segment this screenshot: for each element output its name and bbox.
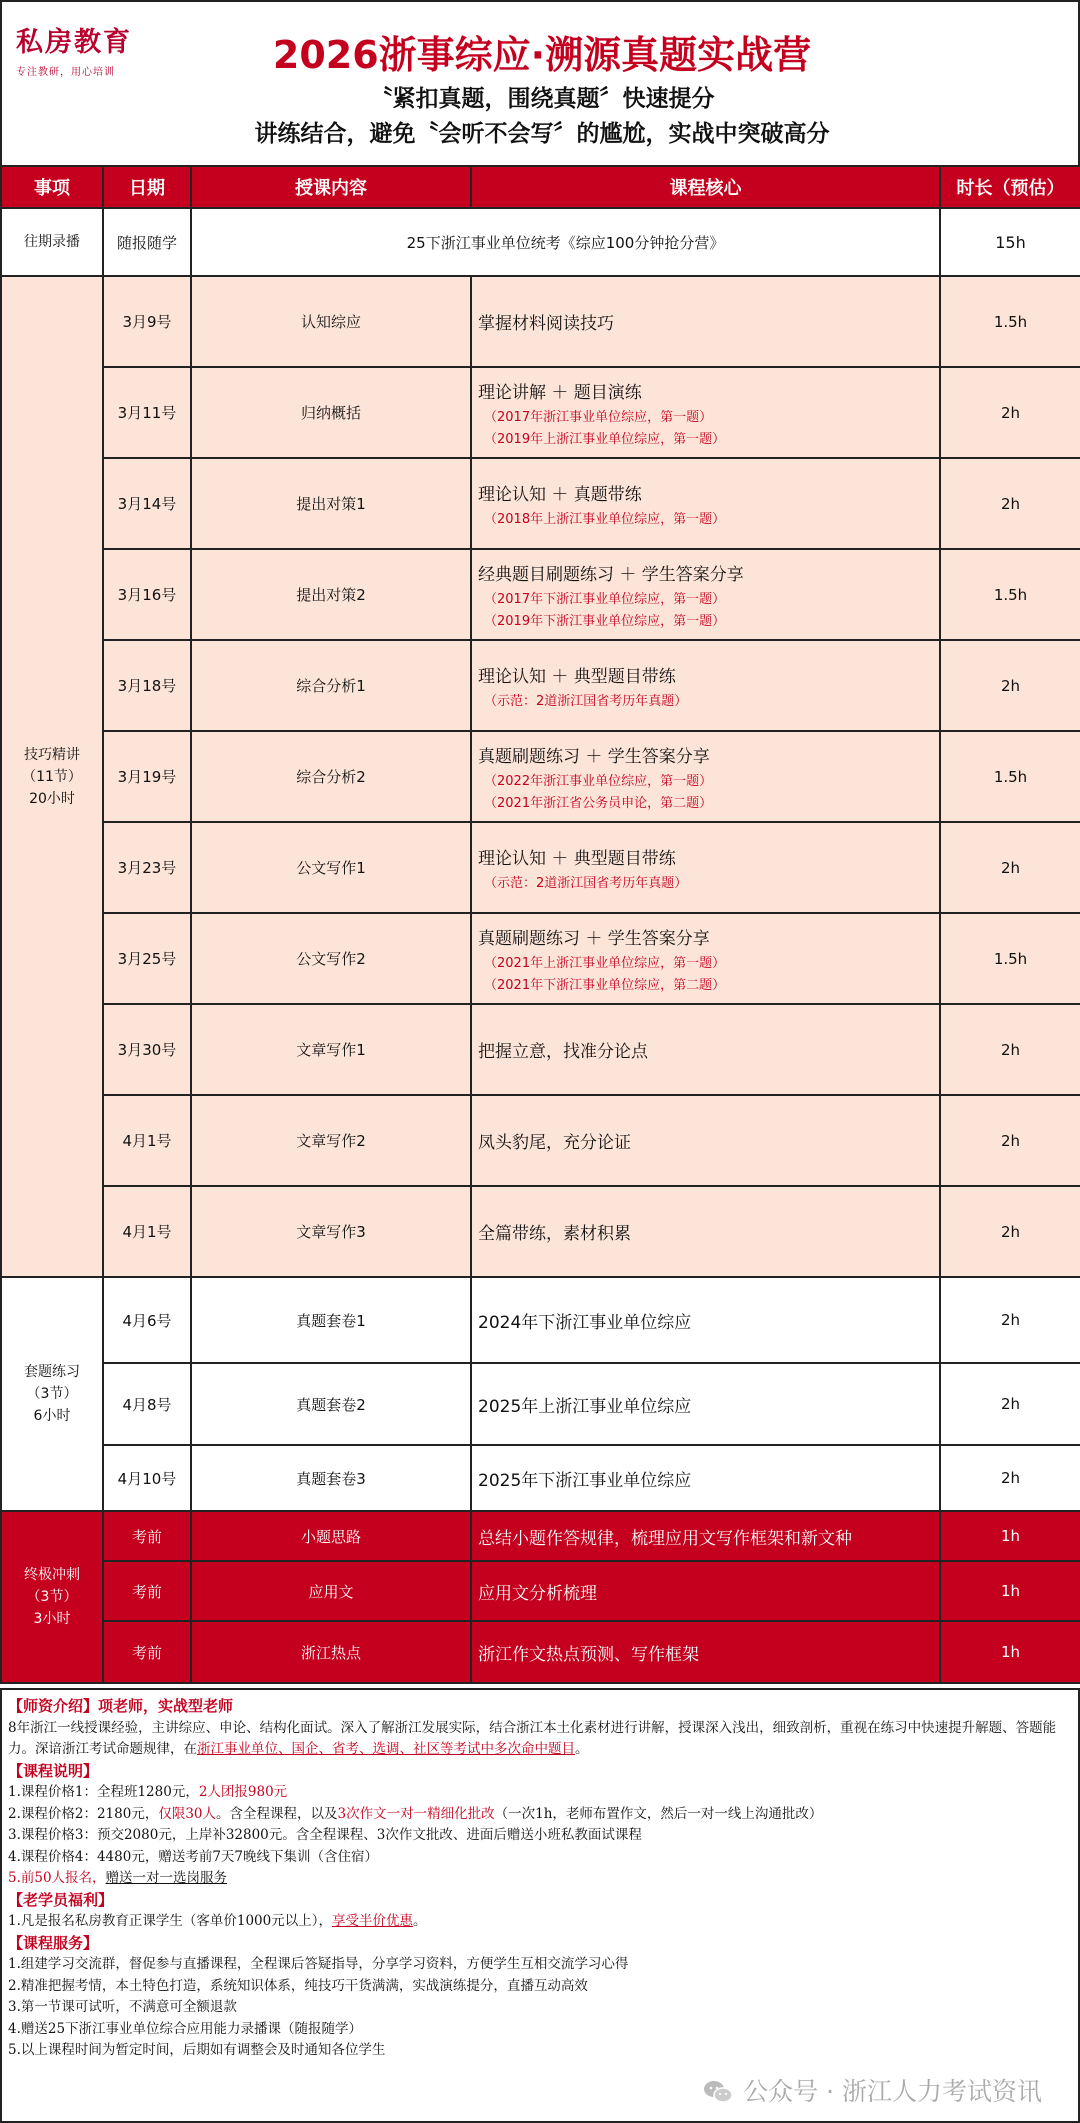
row-core-sub: （2019年下浙江事业单位综应，第一题） (484, 614, 726, 629)
table-row (1, 1621, 1080, 1683)
row-duration: 2h (940, 822, 1080, 913)
row-topic: 真题套卷3 (191, 1445, 471, 1511)
table-row (1, 1561, 1080, 1621)
row-duration: 2h (940, 367, 1080, 458)
row-core-sub: （2021年上浙江事业单位综应，第一题） (484, 956, 726, 971)
row-core (471, 458, 940, 549)
row-duration: 2h (940, 1095, 1080, 1186)
row-core (471, 1186, 940, 1277)
row-topic: 提出对策1 (191, 458, 471, 549)
category-mock-name: 套题练习 (24, 1364, 80, 1380)
wechat-icon (703, 2079, 733, 2105)
category-mock (1, 1277, 103, 1511)
price-1-highlight: 2人团报980元 (198, 1784, 288, 1800)
row-topic: 认知综应 (191, 276, 471, 367)
row-core (471, 913, 940, 1004)
price-option-3: 3.课程价格3：预交2080元，上岸补32800元。含全程课程、3次作文批改、进面后赠送小班私教面试课程 (8, 1827, 642, 1843)
teacher-intro-title: 【师资介绍】项老师，实战型老师 (8, 1697, 234, 1715)
poster-header (0, 0, 1080, 165)
alumni-benefit-body: 1.凡是报名私房教育正课学生（客单价1000元以上）， (8, 1913, 332, 1929)
table-row (1, 1445, 1080, 1511)
row-core-main: 真题刷题练习 ＋ 学生答案分享 (478, 747, 710, 767)
category-final-hours: 3小时 (33, 1611, 71, 1627)
table-row (1, 458, 1080, 549)
row-topic: 综合分析1 (191, 640, 471, 731)
price-option-5 (8, 1868, 1072, 1890)
table-row (1, 549, 1080, 640)
col-header-date: 日期 (103, 166, 191, 208)
row-core-main: 把握立意，找准分论点 (478, 1042, 648, 1062)
service-item: 1.组建学习交流群，督促参与直播课程，全程课后答疑指导，分享学习资料，方便学生互相交流学习心得 (8, 1956, 629, 1972)
row-date: 考前 (103, 1511, 191, 1561)
teacher-intro-highlight: 浙江事业单位、国企、省考、选调、社区等考试中多次命中题目 (197, 1741, 575, 1757)
row-topic: 浙江热点 (191, 1621, 471, 1683)
row-core-sub: （2018年上浙江事业单位综应，第一题） (484, 512, 726, 527)
row-core-sub: （2017年下浙江事业单位综应，第一题） (484, 592, 726, 607)
row-core-main: 2025年上浙江事业单位综应 (478, 1396, 692, 1417)
table-row (1, 1004, 1080, 1095)
service-item: 3.第一节课可试听，不满意可全额退款 (8, 1999, 237, 2015)
row-core (471, 640, 940, 731)
col-header-item: 事项 (1, 166, 103, 208)
row-core-main: 掌握材料阅读技巧 (478, 314, 614, 334)
row-topic: 归纳概括 (191, 367, 471, 458)
category-skills-hours: 20小时 (29, 790, 75, 807)
table-header-row (1, 166, 1080, 208)
col-header-topic: 授课内容 (191, 166, 471, 208)
row-topic: 综合分析2 (191, 731, 471, 822)
row-core (471, 1095, 940, 1186)
row-date: 4月8号 (103, 1363, 191, 1445)
price-2-text: 2.课程价格2：2180元， (8, 1805, 159, 1822)
row-core (471, 731, 940, 822)
row-topic: 公文写作2 (191, 913, 471, 1004)
price-5-bonus: 赠送一对一选岗服务 (105, 1870, 228, 1886)
category-final-name: 终极冲刺 (24, 1567, 80, 1583)
col-header-duration: 时长（预估） (940, 166, 1080, 208)
alumni-benefit-end: 。 (413, 1913, 427, 1929)
table-row (1, 640, 1080, 731)
row-core-sub: （2022年浙江事业单位综应，第一题） (484, 774, 713, 789)
table-row (1, 913, 1080, 1004)
table-row (1, 1511, 1080, 1561)
row-core-main: 全篇带练，素材积累 (478, 1224, 631, 1244)
row-duration: 1.5h (940, 276, 1080, 367)
row-core (471, 367, 940, 458)
row-core (471, 1277, 940, 1363)
page-title: 2026浙事综应·溯源真题实战营 (272, 33, 812, 77)
service-item: 5.以上课程时间为暂定时间，后期如有调整会及时通知各位学生 (8, 2042, 386, 2058)
row-core-main: 2024年下浙江事业单位综应 (478, 1312, 692, 1333)
row-date: 随报随学 (103, 208, 191, 276)
row-date: 4月6号 (103, 1277, 191, 1363)
schedule-table (0, 165, 1080, 1684)
row-duration: 1.5h (940, 549, 1080, 640)
row-core-main: 理论认知 ＋ 真题带练 (478, 485, 642, 505)
row-core (471, 1561, 940, 1621)
alumni-benefit-text (8, 1911, 1072, 1933)
row-core-sub: （2021年浙江省公务员申论，第二题） (484, 796, 713, 811)
row-topic: 真题套卷2 (191, 1363, 471, 1445)
category-final-count: （3节） (26, 1589, 78, 1605)
teacher-intro-end: 。 (575, 1741, 589, 1757)
table-row (1, 822, 1080, 913)
price-option-2 (8, 1804, 1072, 1826)
row-core-sub: （2021年下浙江事业单位综应，第二题） (484, 978, 726, 993)
row-core-main: 浙江作文热点预测、写作框架 (478, 1644, 699, 1665)
row-core-sub: （示范：2道浙江国省考历年真题） (484, 694, 688, 709)
row-duration: 1h (940, 1511, 1080, 1561)
row-date: 3月30号 (103, 1004, 191, 1095)
teacher-intro-text (8, 1718, 1072, 1761)
service-item: 4.赠送25下浙江事业单位综合应用能力录播课（随报随学） (8, 2020, 363, 2037)
row-date: 考前 (103, 1621, 191, 1683)
service-item: 2.精准把握考情，本土特色打造，系统知识体系，纯技巧干货满满，实战演练提分，直播互动高效 (8, 1977, 588, 1994)
row-date: 考前 (103, 1561, 191, 1621)
row-topic: 文章写作3 (191, 1186, 471, 1277)
row-core (471, 276, 940, 367)
row-topic: 小题思路 (191, 1511, 471, 1561)
row-duration: 1h (940, 1621, 1080, 1683)
price-2-limit: 仅限30人 (158, 1805, 217, 1822)
price-option-4: 4.课程价格4：4480元，赠送考前7天7晚线下集训（含住宿） (8, 1848, 379, 1865)
alumni-benefit-highlight: 享受半价优惠 (332, 1913, 413, 1929)
row-core-main: 总结小题作答规律，梳理应用文写作框架和新文种 (478, 1528, 852, 1549)
row-duration: 1.5h (940, 731, 1080, 822)
row-topic: 文章写作1 (191, 1004, 471, 1095)
row-duration: 2h (940, 640, 1080, 731)
table-row (1, 731, 1080, 822)
course-info-title: 【课程说明】 (8, 1761, 99, 1780)
table-row (1, 1095, 1080, 1186)
row-core (471, 1445, 940, 1511)
category-final (1, 1511, 103, 1683)
row-date: 3月25号 (103, 913, 191, 1004)
row-topic: 真题套卷1 (191, 1277, 471, 1363)
row-duration: 2h (940, 458, 1080, 549)
table-row (1, 276, 1080, 367)
row-core-main: 理论认知 ＋ 典型题目带练 (478, 849, 676, 869)
row-duration: 2h (940, 1004, 1080, 1095)
row-core (471, 549, 940, 640)
row-core-sub: （2019年上浙江事业单位综应，第一题） (484, 432, 726, 447)
category-skills (1, 276, 103, 1277)
row-date: 4月1号 (103, 1095, 191, 1186)
row-core-sub: （示范：2道浙江国省考历年真题） (484, 876, 688, 891)
row-core-main: 2025年下浙江事业单位综应 (478, 1470, 692, 1491)
subtitle-2: 讲练结合，避免〝会听不会写〞的尴尬，实战中突破高分 (254, 121, 830, 147)
row-core-main: 经典题目刷题练习 ＋ 学生答案分享 (478, 565, 744, 585)
row-core (471, 822, 940, 913)
table-row (1, 1363, 1080, 1445)
category-recording: 往期录播 (1, 208, 103, 276)
row-core (471, 1363, 940, 1445)
row-duration: 15h (940, 208, 1080, 276)
price-1-text: 1.课程价格1：全程班1280元， (8, 1784, 199, 1800)
row-topic: 提出对策2 (191, 549, 471, 640)
alumni-benefit-title: 【老学员福利】 (8, 1890, 114, 1909)
row-core-main: 真题刷题练习 ＋ 学生答案分享 (478, 929, 710, 949)
price-2-detail: （一次1h，老师布置作文，然后一对一线上沟通批改） (494, 1805, 823, 1822)
brand-logo-text: 私房教育 (16, 27, 132, 58)
table-row (1, 208, 1080, 276)
row-date: 4月10号 (103, 1445, 191, 1511)
teacher-intro-body: 8年浙江一线授课经验，主讲综应、申论、结构化面试。深入了解浙江发展实际，结合浙江本土化素材进行讲解，授课深入浅出，细致剖析，重视在练习中快速提升解题、答题能力。深谙浙江考试命题规律，在 (8, 1719, 1057, 1757)
row-duration: 1h (940, 1561, 1080, 1621)
subtitle-1: 〝紧扣真题，围绕真题〞快速提分 (369, 86, 715, 112)
price-2-includes: 。含全程课程，以及 (216, 1805, 338, 1822)
row-date: 3月18号 (103, 640, 191, 731)
category-skills-name: 技巧精讲 (24, 746, 80, 763)
row-date: 3月9号 (103, 276, 191, 367)
row-core (471, 1004, 940, 1095)
course-service-title: 【课程服务】 (8, 1933, 99, 1952)
row-date: 3月14号 (103, 458, 191, 549)
row-date: 3月11号 (103, 367, 191, 458)
row-date: 3月19号 (103, 731, 191, 822)
row-core: 25下浙江事业单位统考《综应100分钟抢分营》 (191, 208, 940, 276)
row-duration: 2h (940, 1445, 1080, 1511)
row-duration: 2h (940, 1363, 1080, 1445)
row-duration: 2h (940, 1277, 1080, 1363)
col-header-core: 课程核心 (471, 166, 940, 208)
category-mock-hours: 6小时 (33, 1408, 71, 1424)
row-date: 3月16号 (103, 549, 191, 640)
row-topic: 文章写作2 (191, 1095, 471, 1186)
price-option-1 (8, 1782, 1072, 1804)
row-core-main: 凤头豹尾，充分论证 (478, 1133, 631, 1153)
row-topic: 应用文 (191, 1561, 471, 1621)
row-core-main: 应用文分析梳理 (478, 1583, 597, 1604)
row-date: 3月23号 (103, 822, 191, 913)
table-row (1, 1186, 1080, 1277)
row-core (471, 1621, 940, 1683)
row-date: 4月1号 (103, 1186, 191, 1277)
notes-section (0, 1688, 1080, 2123)
brand-tagline: 专注教研，用心培训 (16, 67, 115, 78)
table-row (1, 367, 1080, 458)
watermark-text: 公众号 · 浙江人力考试资讯 (743, 2077, 1042, 2107)
price-5-highlight: 5.前50人报名， (8, 1870, 106, 1886)
row-core-sub: （2017年浙江事业单位综应，第一题） (484, 410, 713, 425)
category-mock-count: （3节） (26, 1386, 78, 1402)
table-row (1, 1277, 1080, 1363)
watermark (703, 2079, 1042, 2105)
category-skills-count: （11节） (22, 768, 82, 785)
price-2-highlight: 3次作文一对一精细化批改 (337, 1805, 495, 1822)
row-core-main: 理论讲解 ＋ 题目演练 (478, 383, 642, 403)
row-core (471, 1511, 940, 1561)
row-core-main: 理论认知 ＋ 典型题目带练 (478, 667, 676, 687)
row-duration: 2h (940, 1186, 1080, 1277)
row-topic: 公文写作1 (191, 822, 471, 913)
row-duration: 1.5h (940, 913, 1080, 1004)
